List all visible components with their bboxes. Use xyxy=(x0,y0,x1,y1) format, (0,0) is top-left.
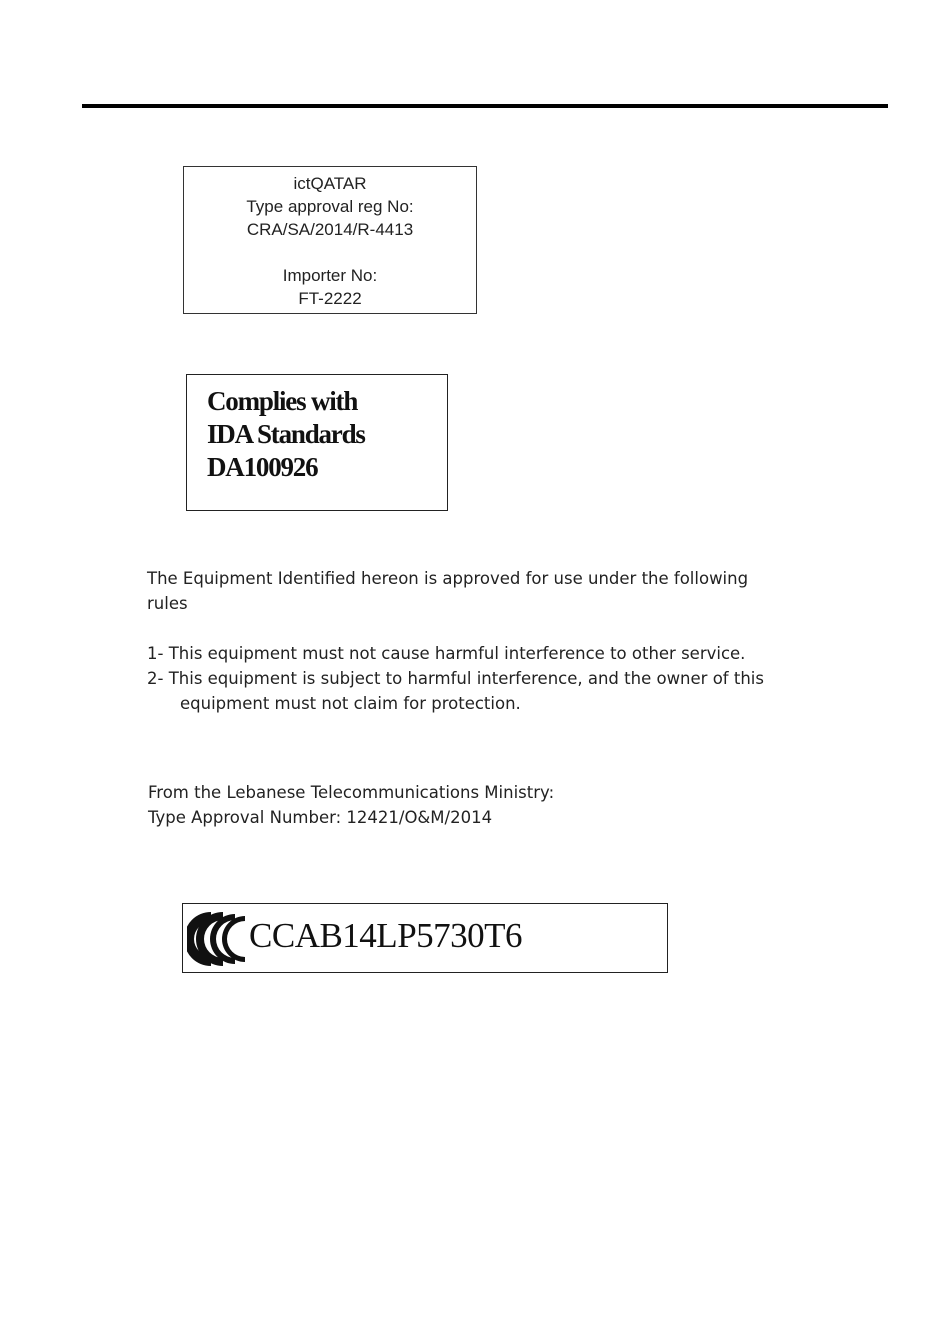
qatar-label-line-5: Importer No: xyxy=(282,266,378,285)
qatar-label-line-3: CRA/SA/2014/R-4413 xyxy=(246,220,414,239)
ida-label-line-2: IDA Standards xyxy=(207,419,365,449)
ncc-certification-code: CCAB14LP5730T6 xyxy=(249,916,523,955)
rules-intro-line-2: rules xyxy=(147,594,188,613)
header-rule xyxy=(82,104,888,108)
rule-2-line-1: 2- This equipment is subject to harmful interference, and the owner of this xyxy=(147,669,764,688)
ncc-certification-label xyxy=(182,903,668,973)
qatar-label-line-6: FT-2222 xyxy=(298,289,362,308)
lebanon-approval-section xyxy=(148,780,848,830)
lebanon-approval-number: Type Approval Number: 12421/O&M/2014 xyxy=(148,808,493,827)
ncc-wave-logo-icon xyxy=(187,910,249,968)
qatar-label-line-1: ictQATAR xyxy=(293,174,367,193)
ida-label-line-3: DA100926 xyxy=(207,452,318,482)
ida-compliance-label xyxy=(186,374,448,511)
rule-2-line-2: equipment must not claim for protection. xyxy=(180,694,521,713)
lebanon-ministry-line: From the Lebanese Telecommunications Ministry: xyxy=(148,783,555,802)
rules-intro-line-1: The Equipment Identified hereon is approved for use under the following xyxy=(147,569,749,588)
rule-1: 1- This equipment must not cause harmful interference to other service. xyxy=(147,644,746,663)
qatar-label-line-2: Type approval reg No: xyxy=(246,197,414,216)
approval-rules-section xyxy=(147,566,907,716)
ida-label-line-1: Complies with xyxy=(207,386,358,416)
ictqatar-approval-label xyxy=(183,166,477,314)
